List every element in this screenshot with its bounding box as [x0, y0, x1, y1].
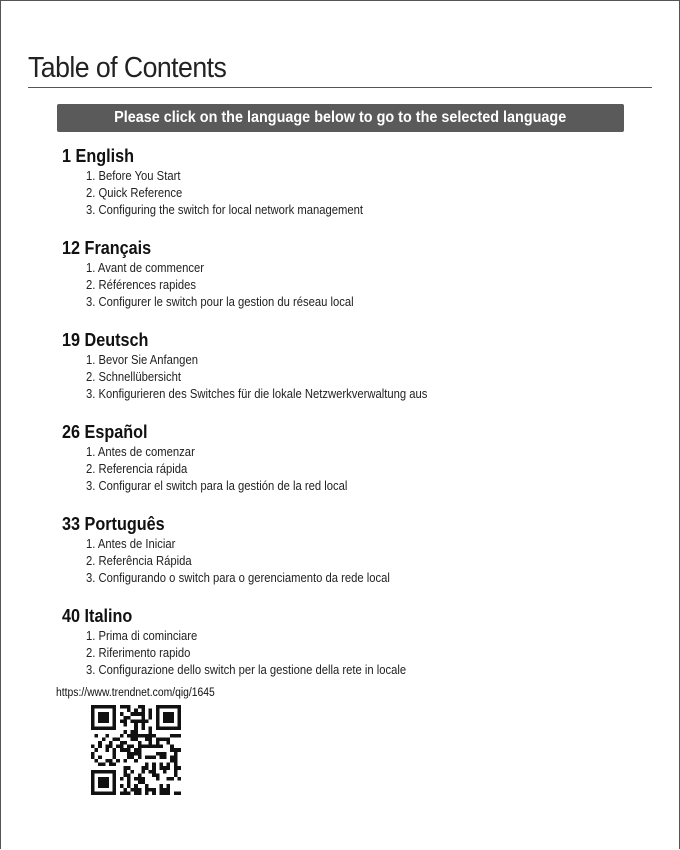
toc-item[interactable]: 1. Antes de comenzar	[86, 445, 195, 459]
language-banner	[57, 104, 624, 132]
toc-item[interactable]: 3. Configurer le switch pour la gestion du réseau local	[86, 295, 354, 309]
toc-item[interactable]: 2. Quick Reference	[86, 186, 183, 200]
toc-item[interactable]: 3. Konfigurieren des Switches für die lokale Netzwerkverwaltung aus	[86, 387, 428, 401]
section-page[interactable]: 40	[62, 606, 81, 626]
section-page[interactable]: 12	[62, 238, 81, 258]
toc-item[interactable]: 2. Referência Rápida	[86, 554, 192, 568]
toc-item[interactable]: 1. Antes de Iniciar	[86, 537, 176, 551]
section-heading[interactable]	[62, 606, 404, 628]
section-language-link[interactable]: Italino	[84, 606, 133, 626]
section-language-link[interactable]: Português	[84, 514, 165, 534]
toc-item[interactable]: 2. Schnellübersicht	[86, 370, 182, 384]
toc-item[interactable]: 3. Configuring the switch for local network management	[86, 203, 364, 217]
toc-item[interactable]: 1. Avant de commencer	[86, 261, 204, 275]
section-espanol	[62, 422, 376, 495]
section-language-link[interactable]: Deutsch	[84, 330, 149, 350]
section-page[interactable]: 26	[62, 422, 81, 442]
toc-item[interactable]: 3. Configurando o switch para o gerenciamento da rede local	[86, 571, 390, 585]
toc-item[interactable]: 3. Configurazione dello switch per la gestione della rete in locale	[86, 663, 407, 677]
toc-item[interactable]: 3. Configurar el switch para la gestión de la red local	[86, 479, 348, 493]
section-francais	[62, 238, 383, 311]
section-heading[interactable]	[62, 330, 425, 352]
section-page[interactable]: 33	[62, 514, 81, 534]
qig-url-link[interactable]: https://www.trendnet.com/qig/1645	[56, 687, 215, 699]
toc-item[interactable]: 2. Références rapides	[86, 278, 197, 292]
section-english	[62, 146, 394, 219]
section-portugues	[62, 514, 424, 587]
section-italino	[62, 606, 442, 679]
qr-code-icon[interactable]	[91, 705, 181, 795]
section-heading[interactable]	[62, 238, 351, 260]
section-language-link[interactable]: English	[75, 146, 135, 166]
title-divider	[28, 87, 652, 88]
section-page[interactable]: 19	[62, 330, 81, 350]
toc-item[interactable]: 2. Riferimento rapido	[86, 646, 191, 660]
section-language-link[interactable]: Français	[84, 238, 152, 258]
section-heading[interactable]	[62, 514, 388, 536]
page-title: Table of Contents	[28, 52, 227, 84]
section-deutsch	[62, 330, 465, 403]
section-heading[interactable]	[62, 422, 345, 444]
toc-item[interactable]: 2. Referencia rápida	[86, 462, 188, 476]
section-page[interactable]: 1	[62, 146, 72, 166]
banner-text: Please click on the language below to go to the selected language	[114, 109, 567, 126]
section-heading[interactable]	[62, 146, 361, 168]
toc-item[interactable]: 1. Bevor Sie Anfangen	[86, 353, 198, 367]
toc-item[interactable]: 1. Before You Start	[86, 169, 181, 183]
section-language-link[interactable]: Español	[84, 422, 148, 442]
toc-item[interactable]: 1. Prima di cominciare	[86, 629, 198, 643]
